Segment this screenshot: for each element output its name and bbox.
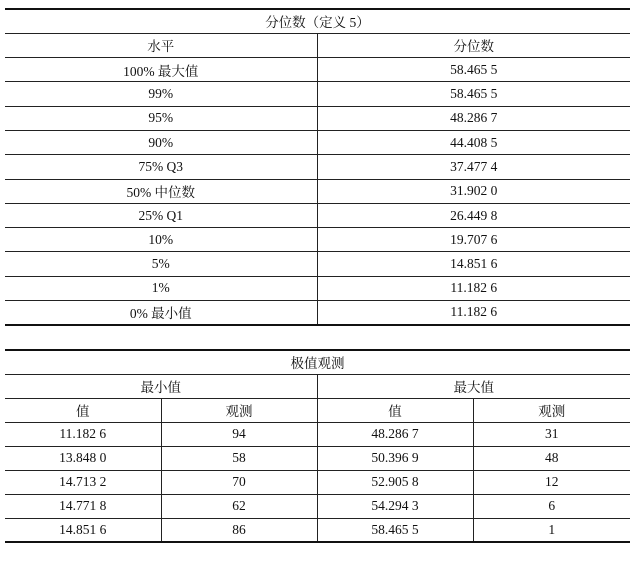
extremes-title-row [5, 350, 630, 374]
quantile-value: 11.182 6 [317, 276, 630, 300]
extremes-title: 极值观测 [5, 350, 630, 374]
max-obs-cell: 12 [473, 470, 630, 494]
quantile-row [5, 155, 630, 179]
extreme-observations-table [5, 349, 630, 543]
extreme-row [5, 470, 630, 494]
extreme-row [5, 446, 630, 470]
max-obs-cell: 1 [548, 521, 556, 537]
min-obs-cell: 62 [161, 494, 317, 518]
quantile-value: 58.465 5 [317, 82, 630, 106]
max-obs-header: 观测 [473, 398, 630, 422]
max-value-cell: 50.396 9 [317, 446, 473, 470]
min-value-cell: 11.182 6 [5, 422, 161, 446]
quantile-value: 37.477 4 [317, 155, 630, 179]
quantiles-table [5, 8, 630, 326]
quantiles-title-row [5, 9, 630, 33]
quantile-level: 95% [5, 106, 317, 130]
quantile-level: 100% 最大值 [5, 58, 317, 82]
quantile-row [5, 301, 630, 325]
quantile-row [5, 82, 630, 106]
min-value-cell: 14.851 6 [5, 518, 161, 542]
extremes-group-header-row [5, 374, 630, 398]
quantile-value: 31.902 0 [317, 179, 630, 203]
quantile-level: 5% [5, 252, 317, 276]
quantile-level: 50% 中位数 [5, 179, 317, 203]
max-group-header: 最大值 [317, 374, 630, 398]
min-value-cell: 13.848 0 [5, 446, 161, 470]
extreme-row [5, 422, 630, 446]
quantile-value: 44.408 5 [317, 130, 630, 154]
min-obs-cell: 94 [161, 422, 317, 446]
quantile-value: 58.465 5 [317, 58, 630, 82]
quantile-row [5, 130, 630, 154]
min-obs-cell: 86 [161, 518, 317, 542]
quantile-row [5, 228, 630, 252]
extreme-row [5, 518, 630, 542]
quantile-row [5, 203, 630, 227]
max-value-cell: 52.905 8 [317, 470, 473, 494]
extreme-row [5, 494, 630, 518]
quantile-value: 48.286 7 [317, 106, 630, 130]
max-value-cell: 48.286 7 [317, 422, 473, 446]
max-value-header: 值 [317, 398, 473, 422]
quantile-level: 75% Q3 [5, 155, 317, 179]
quantile-value: 26.449 8 [317, 203, 630, 227]
max-value-cell: 54.294 3 [317, 494, 473, 518]
quantile-level: 25% Q1 [5, 203, 317, 227]
quantiles-header-row [5, 33, 630, 57]
extremes-column-header-row [5, 398, 630, 422]
quantile-row [5, 252, 630, 276]
quantile-value: 19.707 6 [317, 228, 630, 252]
max-obs-cell: 48 [473, 446, 630, 470]
min-value-cell: 14.771 8 [5, 494, 161, 518]
min-value-header: 值 [5, 398, 161, 422]
min-obs-cell: 58 [161, 446, 317, 470]
quantile-row [5, 58, 630, 82]
quantile-value: 14.851 6 [317, 252, 630, 276]
level-column-header: 水平 [5, 33, 317, 57]
max-obs-cell: 31 [473, 422, 630, 446]
quantile-row [5, 106, 630, 130]
quantile-value: 11.182 6 [450, 304, 498, 320]
quantile-level: 10% [5, 228, 317, 252]
min-group-header: 最小值 [5, 374, 317, 398]
max-value-cell: 58.465 5 [317, 518, 473, 542]
quantile-column-header: 分位数 [317, 33, 630, 57]
quantile-level: 99% [5, 82, 317, 106]
quantile-level: 90% [5, 130, 317, 154]
min-obs-header: 观测 [161, 398, 317, 422]
quantile-level: 1% [5, 276, 317, 300]
min-obs-cell: 70 [161, 470, 317, 494]
min-value-cell: 14.713 2 [5, 470, 161, 494]
quantiles-title: 分位数（定义 5） [5, 9, 630, 33]
quantile-row [5, 179, 630, 203]
quantile-row [5, 276, 630, 300]
max-obs-cell: 6 [473, 494, 630, 518]
quantile-level: 0% 最小值 [5, 301, 317, 325]
